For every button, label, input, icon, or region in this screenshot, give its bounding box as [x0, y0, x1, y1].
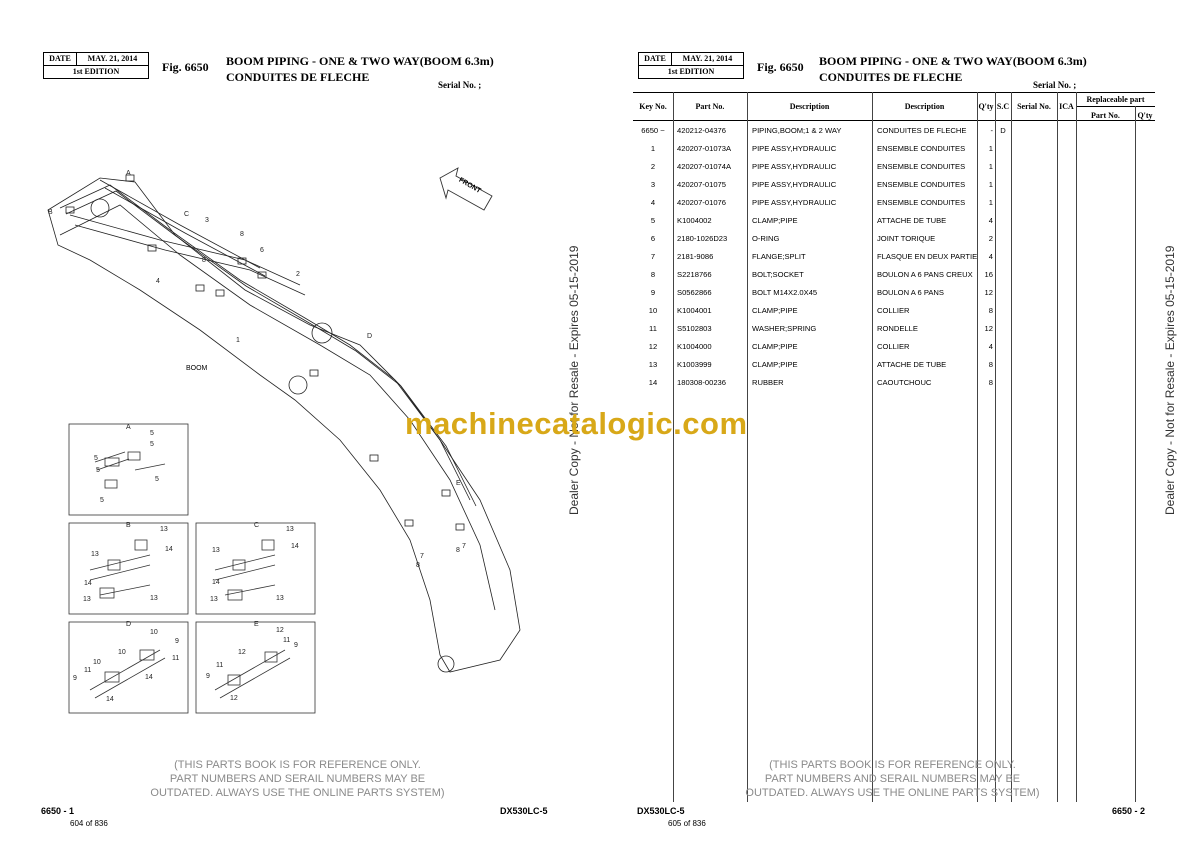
svg-text:C: C: [254, 522, 260, 529]
svg-text:5: 5: [94, 455, 98, 462]
cell-desc-en: FLANGE;SPLIT: [752, 252, 806, 261]
cell-desc-en: RUBBER: [752, 378, 784, 387]
cell-desc-fr: ENSEMBLE CONDUITES: [877, 198, 966, 207]
cell-part: S2218766: [677, 270, 712, 279]
cell-qty: 1: [988, 180, 993, 189]
cell-desc-fr: JOINT TORIQUE: [877, 234, 936, 243]
cell-desc-fr: BOULON A 6 PANS: [877, 288, 944, 297]
header-ica: ICA: [1059, 102, 1074, 111]
serial-label: Serial No. ;: [1033, 80, 1077, 90]
cell-qty: 4: [988, 342, 993, 351]
cell-desc-en: O-RING: [752, 234, 780, 243]
svg-text:5: 5: [150, 430, 154, 437]
svg-text:12: 12: [230, 695, 238, 702]
reference-notice: [140, 758, 455, 800]
svg-text:6: 6: [260, 247, 264, 254]
notice-line2: PART NUMBERS AND SERAIL NUMBERS MAY BE: [169, 773, 426, 785]
cell-desc-fr: ENSEMBLE CONDUITES: [877, 162, 966, 171]
cell-qty: 8: [988, 378, 993, 387]
header-rep-part-no: Part No.: [1091, 111, 1120, 120]
cell-part: K1004002: [677, 216, 712, 225]
svg-text:5: 5: [150, 441, 154, 448]
cell-part: 420207-01074A: [677, 162, 732, 171]
svg-text:13: 13: [91, 551, 99, 558]
cell-desc-en: BOLT M14X2.0X45: [752, 288, 818, 297]
svg-text:5: 5: [100, 497, 104, 504]
svg-text:13: 13: [150, 595, 158, 602]
svg-text:B: B: [126, 522, 131, 529]
cell-desc-en: PIPE ASSY,HYDRAULIC: [752, 198, 837, 207]
svg-text:8: 8: [456, 547, 460, 554]
page-count: 604 of 836: [70, 819, 108, 828]
cell-part: 2180-1026D23: [677, 234, 728, 243]
side-watermark-right: Dealer Copy - Not for Resale - Expires 05-15-2019: [1163, 245, 1177, 515]
cell-key: 9: [650, 288, 656, 297]
svg-text:A: A: [126, 424, 131, 431]
callout-b: B: [48, 209, 53, 216]
cell-desc-fr: RONDELLE: [877, 324, 918, 333]
cell-qty: 12: [984, 288, 993, 297]
header-qty: Q'ty: [978, 102, 994, 111]
svg-text:11: 11: [172, 655, 180, 662]
svg-text:5: 5: [96, 467, 100, 474]
cell-part: K1004000: [677, 342, 712, 351]
cell-qty: 4: [988, 216, 993, 225]
col-divider: [995, 92, 996, 802]
svg-text:4: 4: [156, 278, 160, 285]
svg-text:11: 11: [84, 667, 92, 674]
cell-part: S5102803: [677, 324, 712, 333]
svg-text:2: 2: [296, 271, 300, 278]
cell-key: 7: [650, 252, 656, 261]
header-description-en: Description: [789, 102, 830, 111]
svg-text:13: 13: [286, 526, 294, 533]
page-count-right: 605 of 836: [668, 819, 706, 828]
svg-text:13: 13: [276, 595, 284, 602]
col-divider: [747, 92, 748, 802]
header-description-fr: Description: [904, 102, 945, 111]
svg-text:5: 5: [155, 476, 159, 483]
svg-text:12: 12: [238, 649, 246, 656]
cell-part: K1004001: [677, 306, 712, 315]
cell-part: S0562866: [677, 288, 712, 297]
cell-key: 14: [648, 378, 658, 387]
cell-qty: 1: [988, 198, 993, 207]
edition: 1st EDITION: [72, 67, 120, 76]
callout-a: A: [126, 170, 131, 177]
svg-text:D: D: [126, 621, 132, 628]
col-divider: [673, 92, 674, 802]
header-replaceable-part: Replaceable part: [1086, 95, 1145, 104]
header-rep-qty: Q'ty: [1137, 111, 1153, 120]
svg-text:13: 13: [83, 596, 91, 603]
cell-desc-en: CLAMP;PIPE: [752, 342, 798, 351]
cell-qty: 12: [984, 324, 993, 333]
cell-desc-fr: COLLIER: [877, 306, 910, 315]
fig-title-line1: BOOM PIPING - ONE & TWO WAY(BOOM 6.3m): [226, 54, 494, 68]
svg-text:10: 10: [93, 659, 101, 666]
cell-key: 8: [650, 270, 656, 279]
cell-key: 3: [650, 180, 656, 189]
col-divider: [1076, 92, 1077, 802]
cell-desc-fr: CAOUTCHOUC: [877, 378, 932, 387]
cell-desc-fr: ENSEMBLE CONDUITES: [877, 144, 966, 153]
cell-key: 11: [649, 324, 657, 333]
svg-text:14: 14: [212, 579, 220, 586]
cell-key: 6: [650, 234, 656, 243]
cell-part: K1003999: [677, 360, 712, 369]
boom-label: BOOM: [186, 365, 208, 372]
cell-desc-en: CLAMP;PIPE: [752, 360, 798, 369]
svg-text:12: 12: [276, 627, 284, 634]
notice-line2: PART NUMBERS AND SERAIL NUMBERS MAY BE: [764, 773, 1021, 785]
cell-key: 2: [650, 162, 656, 171]
date-value: MAY. 21, 2014: [87, 54, 138, 63]
notice-line1: (THIS PARTS BOOK IS FOR REFERENCE ONLY.: [769, 759, 1016, 771]
cell-desc-fr: ENSEMBLE CONDUITES: [877, 180, 966, 189]
cell-desc-en: PIPE ASSY,HYDRAULIC: [752, 144, 837, 153]
header-part-no: Part No.: [695, 102, 725, 111]
svg-text:1: 1: [236, 337, 240, 344]
cell-part: 180308-00236: [677, 378, 726, 387]
svg-text:E: E: [254, 621, 259, 628]
cell-sc: D: [1000, 126, 1006, 135]
svg-text:9: 9: [73, 675, 77, 682]
date-value: MAY. 21, 2014: [682, 54, 733, 63]
cell-key: 4: [650, 198, 656, 207]
notice-line1: (THIS PARTS BOOK IS FOR REFERENCE ONLY.: [174, 759, 421, 771]
svg-text:11: 11: [216, 662, 224, 669]
cell-part: 420207-01073A: [677, 144, 732, 153]
svg-text:3: 3: [205, 217, 209, 224]
fig-title-line2: CONDUITES DE FLECHE: [226, 70, 370, 84]
svg-text:13: 13: [160, 526, 168, 533]
edition: 1st EDITION: [667, 67, 715, 76]
model-name-right: DX530LC-5: [637, 806, 685, 816]
cell-desc-en: BOLT;SOCKET: [752, 270, 804, 279]
col-divider: [1057, 92, 1058, 802]
cell-desc-en: PIPING,BOOM;1 & 2 WAY: [752, 126, 842, 135]
notice-line3: OUTDATED. ALWAYS USE THE ONLINE PARTS SYSTEM): [150, 787, 445, 799]
fig-number: Fig. 6650: [757, 60, 804, 74]
svg-text:14: 14: [145, 674, 153, 681]
reference-notice-right: [735, 758, 1050, 800]
cell-desc-en: WASHER;SPRING: [752, 324, 817, 333]
cell-qty: 4: [988, 252, 993, 261]
cell-part: 2181-9086: [677, 252, 714, 261]
page-number: 6650 - 1: [41, 806, 75, 816]
header-serial-no: Serial No.: [1017, 102, 1051, 111]
callout-c: C: [184, 211, 190, 218]
svg-text:14: 14: [165, 546, 173, 553]
cell-qty: 1: [988, 162, 993, 171]
fig-title-line2: CONDUITES DE FLECHE: [819, 70, 963, 84]
cell-desc-fr: FLASQUE EN DEUX PARTIE: [877, 252, 977, 261]
date-label: DATE: [639, 53, 672, 65]
cell-part: 420207-01075: [677, 180, 726, 189]
boom-piping-diagram: [0, 0, 595, 760]
serial-label: Serial No. ;: [438, 80, 482, 90]
cell-qty: 2: [988, 234, 993, 243]
svg-text:14: 14: [106, 696, 114, 703]
page-number-right: 6650 - 2: [1112, 806, 1146, 816]
header-key-no: Key No.: [639, 102, 667, 111]
cell-key: 5: [650, 216, 656, 225]
site-watermark: machinecatalogic.com: [405, 406, 748, 441]
svg-text:9: 9: [175, 638, 179, 645]
date-label: DATE: [44, 53, 77, 65]
col-divider: [872, 92, 873, 802]
callout-d: D: [367, 333, 373, 340]
cell-desc-en: CLAMP;PIPE: [752, 216, 798, 225]
fig-title-line1: BOOM PIPING - ONE & TWO WAY(BOOM 6.3m): [819, 54, 1087, 68]
fig-number: Fig. 6650: [162, 60, 209, 74]
cell-desc-en: PIPE ASSY,HYDRAULIC: [752, 180, 837, 189]
cell-key: 13: [648, 360, 658, 369]
svg-text:8: 8: [240, 231, 244, 238]
svg-text:13: 13: [212, 547, 220, 554]
model-name: DX530LC-5: [500, 806, 548, 816]
cell-desc-fr: ATTACHE DE TUBE: [877, 216, 947, 225]
cell-qty: 8: [988, 306, 993, 315]
svg-text:10: 10: [118, 649, 126, 656]
svg-text:14: 14: [291, 543, 299, 550]
svg-text:13: 13: [210, 596, 218, 603]
cell-desc-en: PIPE ASSY,HYDRAULIC: [752, 162, 837, 171]
replaceable-subrule: [1076, 106, 1155, 107]
cell-key: 12: [648, 342, 658, 351]
cell-desc-fr: ATTACHE DE TUBE: [877, 360, 947, 369]
cell-part: 420207-01076: [677, 198, 726, 207]
cell-desc-en: CLAMP;PIPE: [752, 306, 798, 315]
svg-text:10: 10: [150, 629, 158, 636]
svg-text:7: 7: [462, 543, 466, 550]
svg-text:14: 14: [84, 580, 92, 587]
header-sc: S.C: [996, 102, 1010, 111]
front-label: FRONT: [457, 176, 482, 195]
cell-key: 10: [648, 306, 658, 315]
date-box: [638, 52, 744, 79]
cell-key: 6650 ~: [641, 126, 665, 135]
col-divider: [1011, 92, 1012, 802]
svg-text:9: 9: [206, 673, 210, 680]
cell-desc-fr: COLLIER: [877, 342, 910, 351]
svg-text:7: 7: [420, 553, 424, 560]
svg-text:11: 11: [283, 637, 291, 644]
cell-desc-fr: BOULON A 6 PANS CREUX: [877, 270, 973, 279]
cell-key: 1: [650, 144, 656, 153]
cell-qty: 1: [988, 144, 993, 153]
svg-text:8: 8: [416, 562, 420, 569]
cell-part: 420212-04376: [677, 126, 726, 135]
svg-text:9: 9: [294, 642, 298, 649]
callout-e: E: [456, 480, 461, 487]
cell-qty: 8: [988, 360, 993, 369]
cell-qty: -: [990, 126, 993, 135]
cell-desc-fr: CONDUITES DE FLECHE: [877, 126, 967, 135]
col-divider: [1135, 106, 1136, 802]
svg-text:8: 8: [202, 257, 206, 264]
notice-line3: OUTDATED. ALWAYS USE THE ONLINE PARTS SYSTEM): [745, 787, 1040, 799]
side-watermark: Dealer Copy - Not for Resale - Expires 05-15-2019: [567, 245, 581, 515]
cell-qty: 16: [984, 270, 993, 279]
